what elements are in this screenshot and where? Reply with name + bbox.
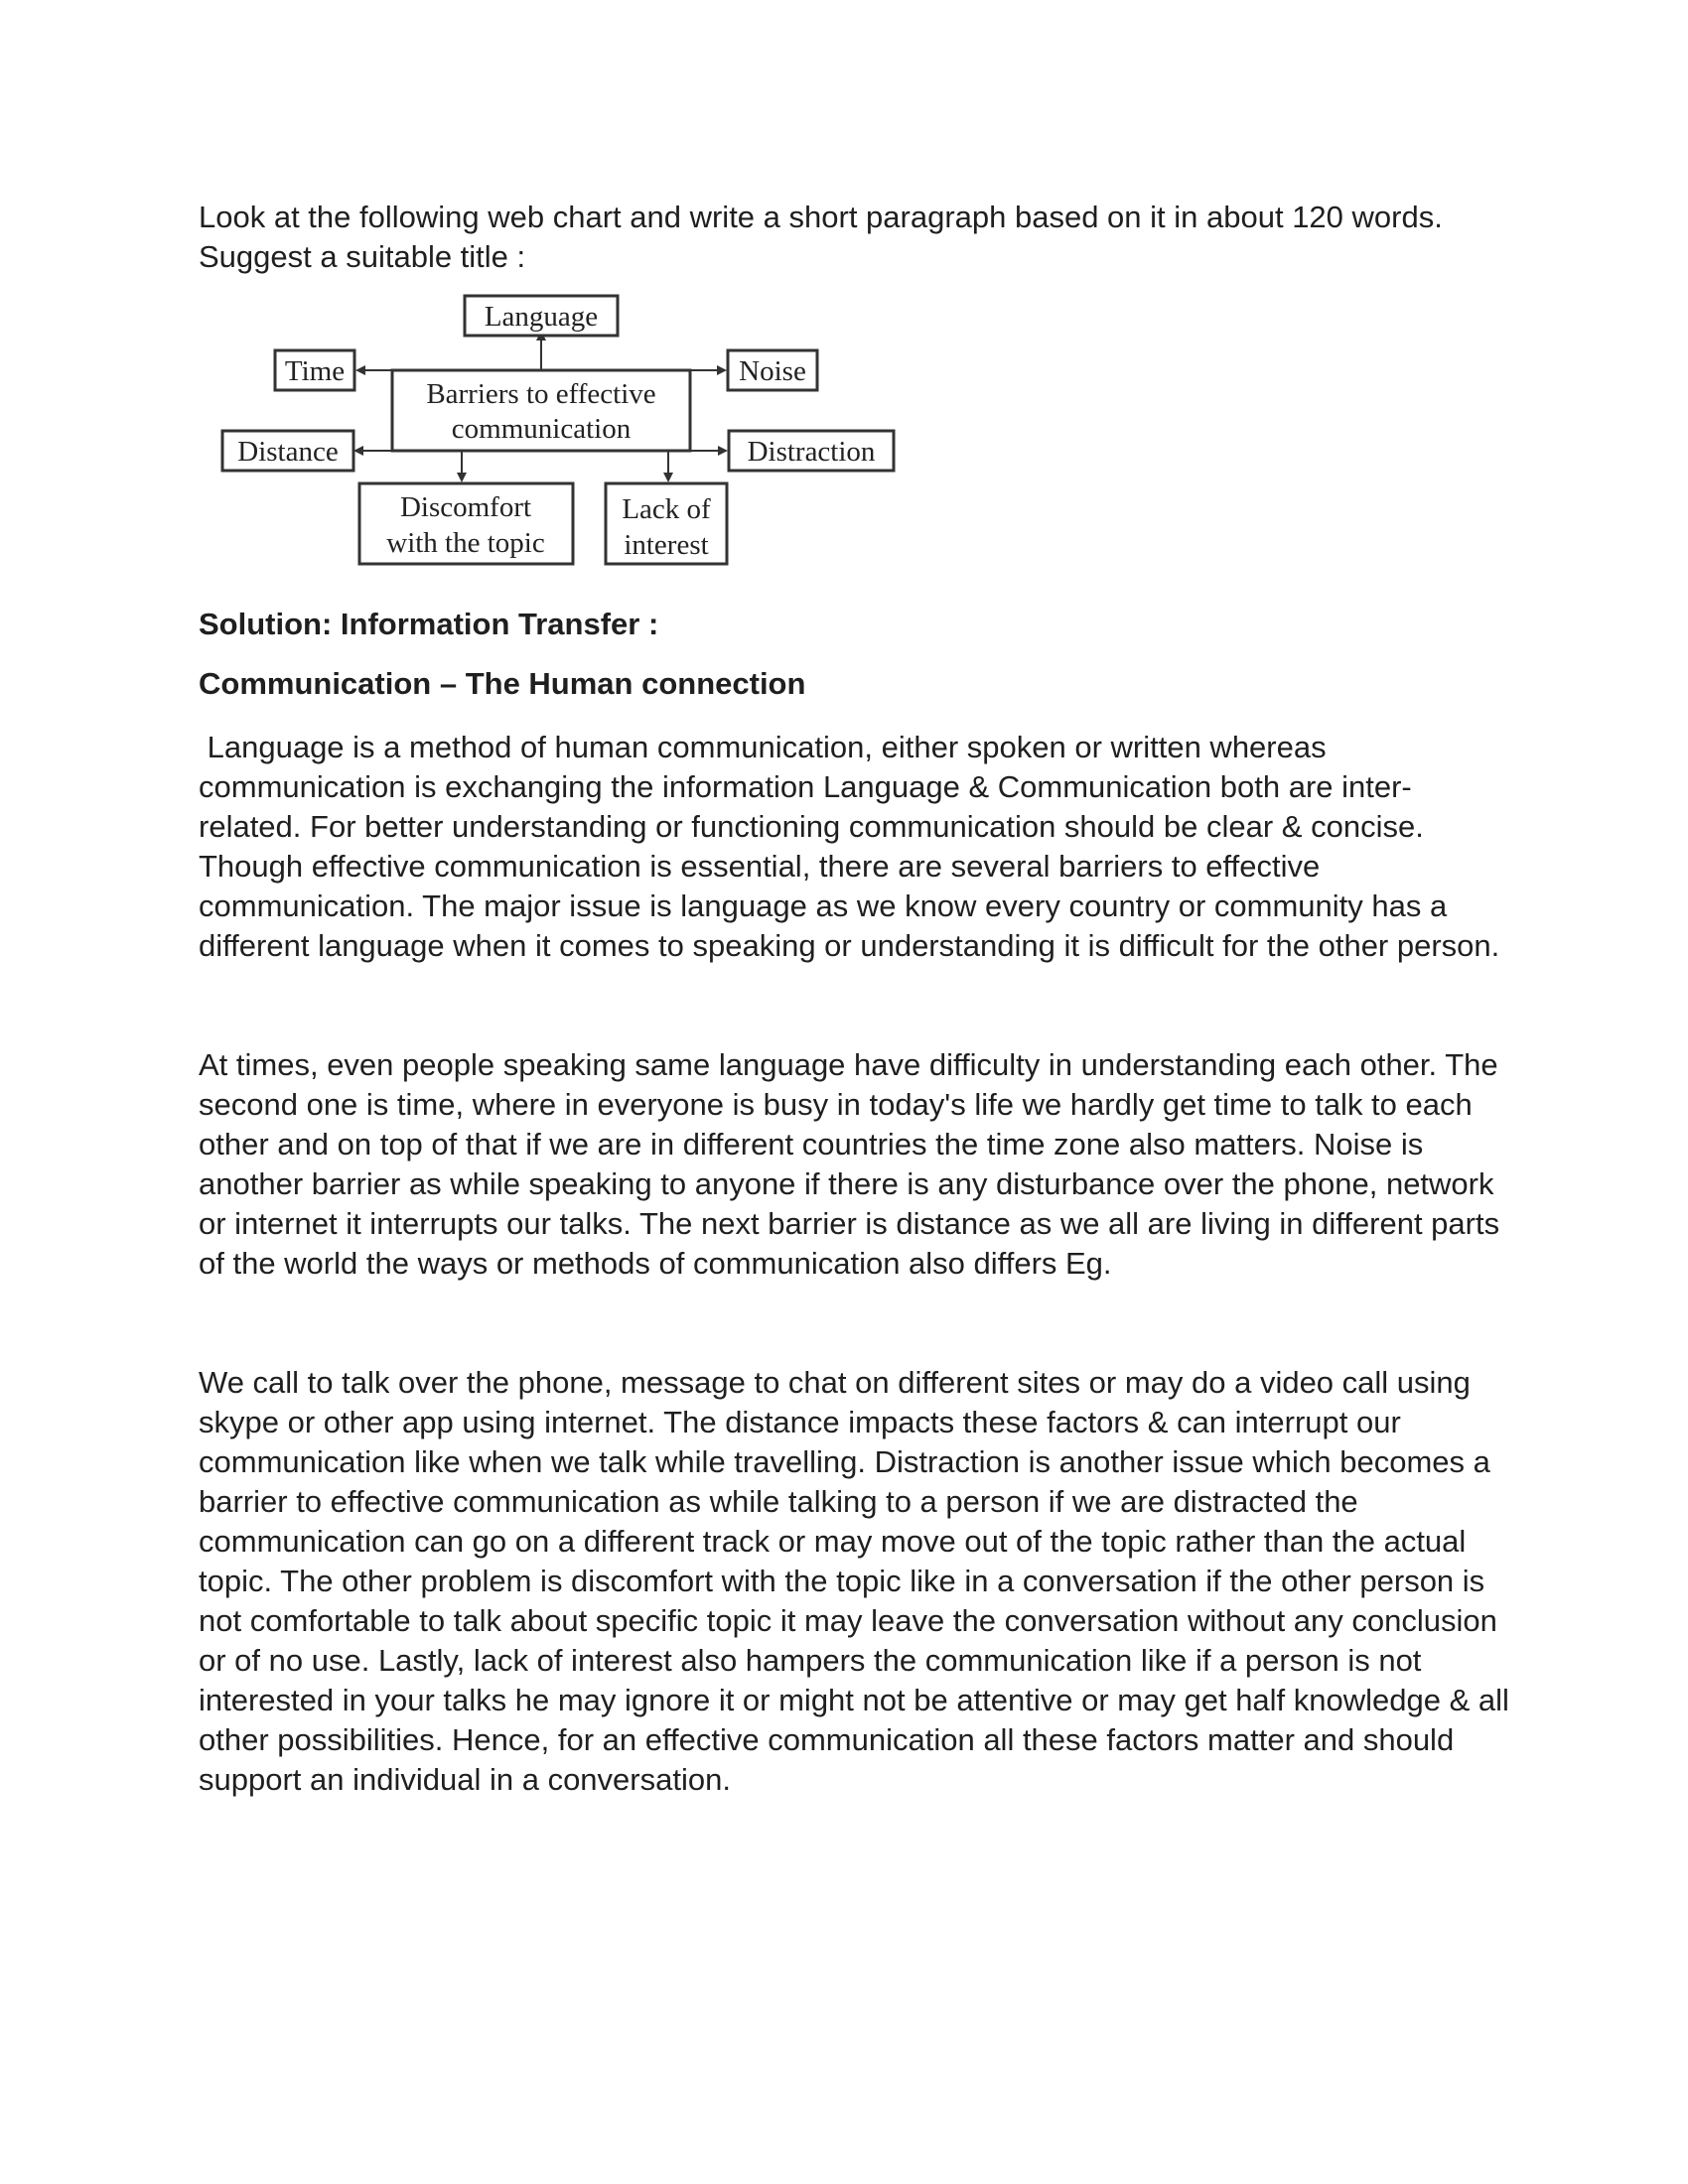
question-text: Look at the following web chart and write a short paragraph based on it in about 120 words. Suggest a suitable title : — [199, 200, 1443, 274]
lack-label-line2: interest — [624, 529, 709, 561]
arrow-discomfort — [457, 473, 467, 482]
paragraph-1: Language is a method of human communication, either spoken or written whereas communication is exchanging the information Language & Communication both are inter-related. For better understanding or functioning communication should be clear & concise. Though effective communication is essential, there are several barriers to effective communication. The major issue is language as we know every country or community has a different language when it comes to speaking or understanding it is difficult for the other person. — [199, 730, 1500, 963]
discomfort-label-line2: with the topic — [386, 527, 545, 559]
discomfort-label-line1: Discomfort — [399, 491, 532, 523]
arrow-noise — [717, 365, 727, 375]
arrow-lack — [663, 473, 673, 482]
solution-label: Solution: Information Transfer : — [199, 607, 659, 641]
distance-label: Distance — [237, 436, 339, 468]
center-label-line1: Barriers to effective — [426, 378, 656, 410]
language-label: Language — [484, 301, 599, 333]
center-label-line2: communication — [451, 413, 632, 445]
distraction-label: Distraction — [747, 436, 876, 468]
paragraph-2: At times, even people speaking same language have difficulty in understanding each other. The second one is time, where in everyone is busy in today's life we hardly get time to talk to each other and on top of that if we are in different countries the time zone also matters. Noise is another barrier as while speaking to anyone if there is any disturbance over the phone, network or internet it interrupts our talks. The next barrier is distance as we all are living in different parts of the world the ways or methods of communication also differs Eg. — [199, 1047, 1500, 1281]
lack-label-line1: Lack of — [622, 493, 711, 525]
web-chart-diagram — [209, 291, 904, 569]
time-label: Time — [284, 355, 346, 387]
arrow-distraction — [718, 446, 728, 456]
arrow-time — [355, 365, 365, 375]
noise-label: Noise — [739, 355, 806, 387]
essay-title: Communication – The Human connection — [199, 666, 806, 701]
paragraph-3: We call to talk over the phone, message to chat on different sites or may do a video call using skype or other app using internet. The distance impacts these factors & can interrupt our communication like when we talk while travelling. Distraction is another issue which becomes a barrier to effective communication as while talking to a person if we are distracted the communication can go on a different track or may move out of the topic rather than the actual topic. The other problem is discomfort with the topic like in a conversation if the other person is not comfortable to talk about specific topic it may leave the conversation without any conclusion or of no use. Lastly, lack of interest also hampers the communication like if a person is not interested in your talks he may ignore it or might not be attentive or may get half knowledge & all other possibilities. Hence, for an effective communication all these factors matter and should support an individual in a conversation. — [199, 1365, 1509, 1797]
